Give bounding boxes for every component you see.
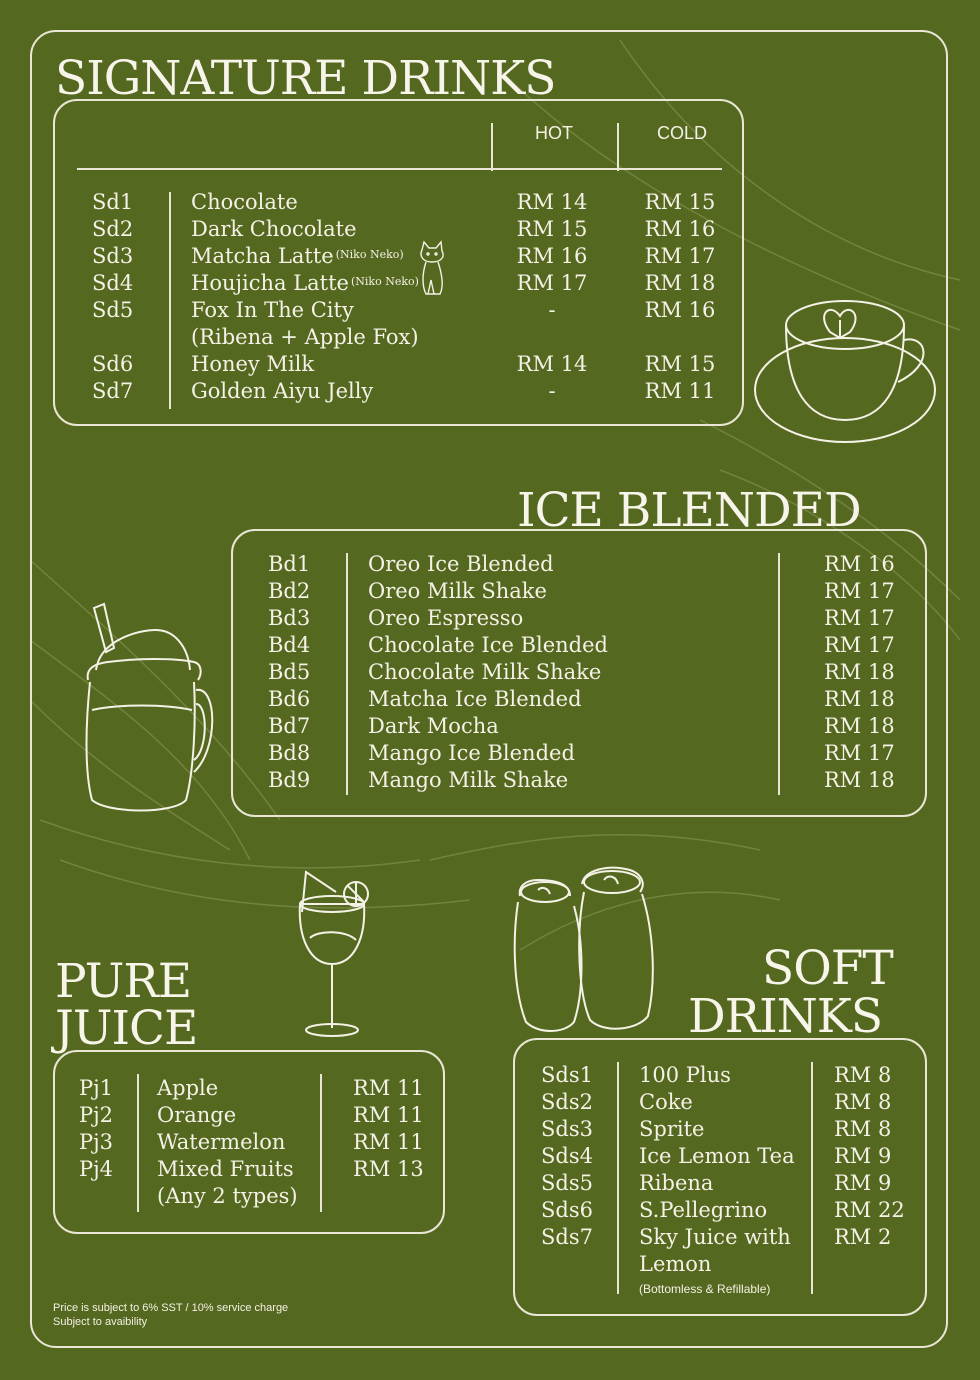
item-name: Honey Milk	[191, 352, 315, 376]
item-code: Sds7	[541, 1225, 593, 1249]
cat-icon	[414, 240, 450, 300]
list-item	[53, 216, 744, 243]
item-price: RM 22	[834, 1198, 905, 1222]
list-item	[53, 1183, 445, 1210]
list-item-note	[513, 1276, 927, 1303]
soda-cans-icon	[512, 862, 662, 1037]
item-code: Sd5	[92, 298, 134, 322]
item-code: Bd7	[268, 714, 311, 738]
item-price-cold: RM 15	[644, 352, 716, 376]
item-code: Bd1	[268, 552, 311, 576]
item-price: RM 9	[834, 1171, 892, 1195]
item-price: RM 16	[824, 552, 895, 576]
item-code: Pj4	[79, 1157, 114, 1181]
list-item	[231, 767, 927, 794]
item-price: RM 9	[834, 1144, 892, 1168]
item-name: Oreo Milk Shake	[368, 579, 547, 603]
column-hot: HOT	[535, 123, 573, 143]
list-item	[53, 351, 744, 378]
list-item	[231, 632, 927, 659]
milkshake-jar-icon	[78, 600, 218, 818]
item-code: Bd3	[268, 606, 311, 630]
item-price-hot: RM 17	[516, 271, 588, 295]
soft-drinks-title-line1: SOFT	[762, 941, 893, 996]
list-item	[53, 243, 744, 270]
item-code: Sds3	[541, 1117, 593, 1141]
item-code: Sds1	[541, 1063, 593, 1087]
column-cold: COLD	[656, 123, 707, 143]
item-price: RM 17	[824, 606, 895, 630]
item-code: Sd4	[92, 271, 134, 295]
item-price: RM 13	[353, 1157, 424, 1181]
list-item	[513, 1143, 927, 1170]
item-name: Oreo Espresso	[368, 606, 524, 630]
item-name: (Any 2 types)	[157, 1184, 298, 1208]
item-price: RM 11	[353, 1130, 424, 1154]
item-name: Chocolate Ice Blended	[368, 633, 608, 657]
list-item	[53, 270, 744, 297]
signature-title: SIGNATURE DRINKS	[55, 51, 556, 106]
item-name: Ribena	[639, 1171, 714, 1195]
item-price-hot: RM 14	[516, 352, 588, 376]
item-price: RM 8	[834, 1117, 892, 1141]
item-price-hot: -	[548, 298, 556, 322]
signature-rows	[53, 189, 744, 419]
item-code: Bd6	[268, 687, 311, 711]
item-code: Sds2	[541, 1090, 593, 1114]
soft-drinks-note: (Bottomless & Refillable)	[639, 1282, 771, 1296]
list-item	[231, 686, 927, 713]
list-item	[53, 1129, 445, 1156]
item-code: Sd3	[92, 244, 134, 268]
item-code: Sd1	[92, 190, 134, 214]
item-name: Sprite	[639, 1117, 705, 1141]
list-item	[513, 1224, 927, 1251]
ice-blended-title: ICE BLENDED	[517, 483, 861, 538]
footer-line-1: Price is subject to 6% SST / 10% service charge	[53, 1302, 289, 1314]
item-price-hot: RM 16	[516, 244, 588, 268]
item-name: Matcha Ice Blended	[368, 687, 582, 711]
item-code: Bd4	[268, 633, 311, 657]
list-item	[53, 189, 744, 216]
item-price-hot: -	[548, 379, 556, 403]
list-item	[231, 605, 927, 632]
item-code: Pj2	[79, 1103, 114, 1127]
item-code: Bd9	[268, 768, 311, 792]
item-price-cold: RM 11	[644, 379, 716, 403]
item-name: Mixed Fruits	[157, 1157, 294, 1181]
item-price: RM 18	[824, 714, 895, 738]
list-item	[53, 1102, 445, 1129]
pure-juice-title-line2: JUICE	[55, 1001, 198, 1056]
item-name: Apple	[157, 1076, 219, 1100]
item-name: Sky Juice with	[639, 1225, 791, 1249]
item-name: Mango Milk Shake	[368, 768, 569, 792]
item-code: Sds6	[541, 1198, 593, 1222]
item-code: Bd2	[268, 579, 311, 603]
list-item	[231, 578, 927, 605]
item-name: Chocolate	[191, 190, 298, 214]
item-price: RM 11	[353, 1103, 424, 1127]
item-price-cold: RM 16	[644, 217, 716, 241]
item-price-cold: RM 15	[644, 190, 716, 214]
item-price-cold: RM 18	[644, 271, 716, 295]
item-price: RM 8	[834, 1090, 892, 1114]
cocktail-glass-icon	[296, 868, 380, 1040]
item-price-cold: RM 16	[644, 298, 716, 322]
item-price: RM 17	[824, 579, 895, 603]
list-item	[53, 1075, 445, 1102]
item-price: RM 8	[834, 1063, 892, 1087]
list-item	[513, 1089, 927, 1116]
list-item	[513, 1062, 927, 1089]
item-name: Watermelon	[157, 1130, 286, 1154]
list-item	[53, 297, 744, 324]
list-item	[513, 1197, 927, 1224]
list-item	[231, 740, 927, 767]
list-item	[513, 1170, 927, 1197]
item-name: Lemon	[639, 1252, 712, 1276]
item-name: Dark Mocha	[368, 714, 499, 738]
item-code: Pj1	[79, 1076, 114, 1100]
item-name: Houjicha Latte	[191, 271, 349, 295]
item-name: Fox In The City	[191, 298, 354, 322]
coffee-cup-icon	[748, 290, 942, 450]
item-price: RM 18	[824, 768, 895, 792]
item-price: RM 17	[824, 741, 895, 765]
item-name: Dark Chocolate	[191, 217, 357, 241]
item-name: Ice Lemon Tea	[639, 1144, 795, 1168]
pure-juice-title-line1: PURE	[55, 954, 192, 1009]
item-name: Matcha Latte	[191, 244, 334, 268]
item-name: 100 Plus	[639, 1063, 731, 1087]
list-item	[231, 713, 927, 740]
list-item	[513, 1116, 927, 1143]
soft-drinks-title-line2: DRINKS	[688, 989, 883, 1044]
item-price: RM 17	[824, 633, 895, 657]
item-name: Coke	[639, 1090, 693, 1114]
item-price: RM 2	[834, 1225, 892, 1249]
item-code: Bd5	[268, 660, 311, 684]
item-name: Golden Aiyu Jelly	[191, 379, 374, 403]
item-code: Pj3	[79, 1130, 114, 1154]
ice-blended-rows	[231, 551, 927, 801]
list-item	[53, 1156, 445, 1183]
item-name: Mango Ice Blended	[368, 741, 575, 765]
item-price: RM 11	[353, 1076, 424, 1100]
list-item	[513, 1251, 927, 1278]
item-name: (Ribena + Apple Fox)	[191, 325, 419, 349]
item-price-hot: RM 15	[516, 217, 588, 241]
item-code: Bd8	[268, 741, 311, 765]
soft-drinks-rows	[513, 1062, 927, 1302]
item-name: Oreo Ice Blended	[368, 552, 554, 576]
item-price-hot: RM 14	[516, 190, 588, 214]
item-name: Orange	[157, 1103, 237, 1127]
list-item	[231, 659, 927, 686]
item-tag: (Niko Neko)	[335, 248, 404, 261]
item-code: Sds4	[541, 1144, 593, 1168]
item-price: RM 18	[824, 687, 895, 711]
item-price-cold: RM 17	[644, 244, 716, 268]
pure-juice-rows	[53, 1075, 445, 1215]
item-code: Sd6	[92, 352, 134, 376]
list-item	[53, 324, 744, 351]
item-code: Sds5	[541, 1171, 593, 1195]
list-item	[231, 551, 927, 578]
list-item	[53, 378, 744, 405]
item-code: Sd7	[92, 379, 134, 403]
footer-line-2: Subject to avaibility	[53, 1316, 148, 1328]
item-tag: (Niko Neko)	[350, 275, 419, 288]
item-name: S.Pellegrino	[639, 1198, 768, 1222]
item-code: Sd2	[92, 217, 134, 241]
item-price: RM 18	[824, 660, 895, 684]
item-name: Chocolate Milk Shake	[368, 660, 602, 684]
